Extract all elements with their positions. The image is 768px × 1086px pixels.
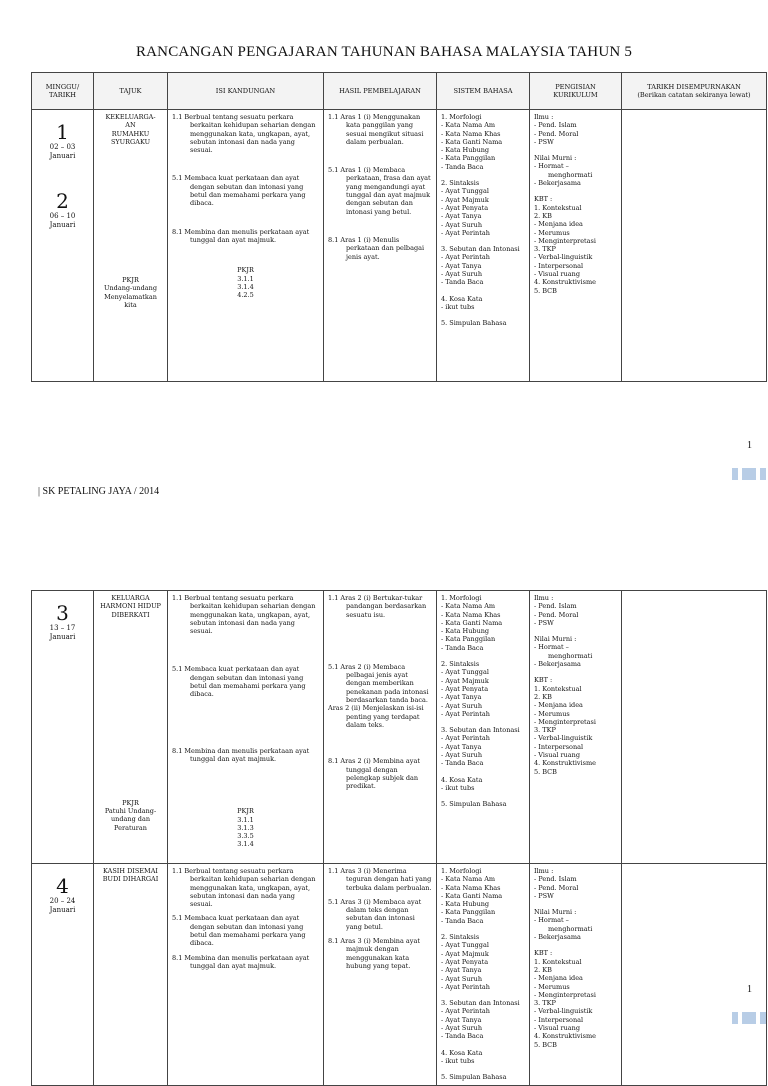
- pengisian-item: - Menjana idea: [534, 220, 583, 229]
- pengisian-item: - Bekerjasama: [534, 933, 581, 942]
- sistem-cell: [437, 110, 530, 382]
- isi-item: 1.1 Berbual tentang sesuatu perkara berkaitan kehidupan seharian dengan menggunakan kata, ungkapan, ayat, sebutan intonasi dan nada yang sesuai.: [172, 113, 316, 155]
- tajuk-line: SYURGAKU: [110, 137, 151, 146]
- sistem-item: - Tanda Baca: [441, 759, 484, 768]
- pengisian-item: 5. BCB: [534, 1040, 557, 1049]
- pengisian-item: 1. Kontekstual: [534, 957, 582, 966]
- sistem-item: - Kata Ganti Nama: [441, 137, 503, 146]
- sistem-item: - Ayat Suruh: [441, 270, 483, 279]
- pengisian-item: - Interpersonal: [534, 1015, 584, 1024]
- pengisian-item: 1. Kontekstual: [534, 684, 582, 693]
- pengisian-item: - Bekerjasama: [534, 660, 581, 669]
- tarikh-cell: [622, 864, 767, 1086]
- sistem-item: - Tanda Baca: [441, 643, 484, 652]
- sistem-item: - Ayat Suruh: [441, 701, 483, 710]
- table-row: [32, 110, 767, 382]
- sistem-heading: 4. Kosa Kata: [441, 1048, 483, 1057]
- sistem-item: - Ayat Perintah: [441, 253, 490, 262]
- sistem-item: - Ayat Tanya: [441, 742, 482, 751]
- sistem-item: - Ayat Suruh: [441, 974, 483, 983]
- sistem-item: - Tanda Baca: [441, 916, 484, 925]
- sistem-item: - Ayat Perintah: [441, 228, 490, 237]
- sistem-cell: [437, 591, 530, 864]
- sistem-item: - Kata Hubung: [441, 627, 490, 636]
- pengisian-item: - PSW: [534, 137, 554, 146]
- hasil-item: Aras 2 (ii) Menjelaskan isi-isi penting yang terdapat dalam teks.: [328, 704, 424, 729]
- isi-item: 8.1 Membina dan menulis perkataan ayat tunggal dan ayat majmuk.: [172, 227, 310, 244]
- sistem-heading: 3. Sebutan dan Intonasi: [441, 999, 520, 1008]
- sistem-item: - Ayat Tunggal: [441, 668, 489, 677]
- sistem-item: - Ayat Perintah: [441, 1007, 490, 1016]
- sistem-item: - Ayat Majmuk: [441, 949, 489, 958]
- pengisian-heading: KBT :: [534, 949, 553, 958]
- pengisian-item: - Visual ruang: [534, 270, 580, 279]
- sistem-item: - Ayat Penyata: [441, 203, 489, 212]
- sistem-item: - Kata Ganti Nama: [441, 891, 503, 900]
- pengisian-item: 1. Kontekstual: [534, 203, 582, 212]
- isi-pkjr-line: 3.1.4: [237, 282, 254, 291]
- sistem-item: - Kata Nama Khas: [441, 610, 501, 619]
- sistem-item: - Tanda Baca: [441, 1032, 484, 1041]
- isi-item: 8.1 Membina dan menulis perkataan ayat tunggal dan ayat majmuk.: [172, 746, 310, 763]
- header-tajuk: TAJUK: [94, 73, 168, 110]
- sistem-item: - Ayat Tanya: [441, 212, 482, 221]
- sistem-heading: 5. Simpulan Bahasa: [441, 800, 507, 809]
- sistem-item: - Kata Nama Am: [441, 602, 496, 611]
- sistem-heading: 4. Kosa Kata: [441, 775, 483, 784]
- pkjr-line: Menyelamatkan kita: [104, 292, 157, 310]
- week-date: 20 – 24 Januari: [49, 897, 76, 914]
- hasil-item: 5.1 Aras 3 (i) Membaca ayat dalam teks dengan sebutan dan intonasi yang betul.: [328, 897, 422, 931]
- pkjr-line: Undang-undang: [104, 284, 157, 293]
- tajuk-cell: [94, 591, 168, 864]
- sistem-heading: 2. Sintaksis: [441, 660, 480, 669]
- sistem-item: - Ayat Majmuk: [441, 676, 489, 685]
- page-ribbon-icon: [732, 1012, 766, 1024]
- isi-pkjr-line: PKJR: [237, 807, 254, 816]
- pengisian-cell: [530, 591, 622, 864]
- pengisian-item: - Pend. Moral: [534, 883, 579, 892]
- sistem-item: - Kata Hubung: [441, 900, 490, 909]
- sistem-heading: 5. Simpulan Bahasa: [441, 1073, 507, 1082]
- sistem-item: - Ayat Tanya: [441, 261, 482, 270]
- header-tarikh: [622, 73, 767, 110]
- sistem-item: - Ayat Tanya: [441, 1015, 482, 1024]
- pengisian-item: - Menjana idea: [534, 701, 583, 710]
- sistem-item: - Ayat Penyata: [441, 684, 489, 693]
- pkjr-line: undang dan: [110, 815, 151, 824]
- sistem-item: - Ayat Tunggal: [441, 187, 489, 196]
- pengisian-item: menghormati: [548, 170, 593, 179]
- sistem-item: - Kata Panggilan: [441, 908, 496, 917]
- sistem-item: - Kata Hubung: [441, 146, 490, 155]
- sistem-item: - Kata Ganti Nama: [441, 618, 503, 627]
- hasil-item: 1.1 Aras 2 (i) Bertukar-tukar pandangan berdasarkan sesuatu isu.: [328, 594, 427, 619]
- pengisian-item: - Pend. Islam: [534, 121, 577, 130]
- sistem-heading: 1. Morfologi: [441, 113, 482, 121]
- isi-cell: [168, 110, 324, 382]
- sistem-item: - Ayat Perintah: [441, 982, 490, 991]
- pengisian-item: - Menginterpretasi: [534, 236, 596, 245]
- pengisian-heading: Ilmu :: [534, 867, 554, 875]
- tajuk-line: KASIH DISEMAI: [103, 867, 158, 875]
- sistem-item: - ikut tubs: [441, 302, 475, 311]
- sistem-item: - Kata Panggilan: [441, 635, 496, 644]
- sistem-item: - Tanda Baca: [441, 162, 484, 171]
- sistem-item: - Kata Nama Am: [441, 875, 496, 884]
- sistem-item: - Ayat Tanya: [441, 693, 482, 702]
- week-date: 02 – 03 Januari: [49, 143, 76, 160]
- pengisian-item: - Menginterpretasi: [534, 717, 596, 726]
- pengisian-item: - Merumus: [534, 228, 570, 237]
- pengisian-item: - Verbal-linguistik: [534, 253, 593, 262]
- pengisian-item: - Bekerjasama: [534, 179, 581, 188]
- pengisian-item: - Interpersonal: [534, 261, 584, 270]
- pengisian-item: - Pend. Moral: [534, 129, 579, 138]
- pengisian-cell: [530, 864, 622, 1086]
- tajuk-line: KELUARGA: [111, 594, 150, 602]
- page-ribbon-icon: [732, 468, 766, 480]
- pengisian-item: - Merumus: [534, 709, 570, 718]
- tajuk-line: KEKELUARGA-: [105, 113, 156, 121]
- table-row: [32, 864, 767, 1086]
- pengisian-item: - Menjana idea: [534, 974, 583, 983]
- pengisian-item: - Hormat –: [534, 916, 569, 925]
- isi-pkjr-line: 4.2.5: [237, 291, 254, 300]
- tajuk-line: BUDI DIHARGAI: [102, 875, 159, 884]
- hasil-item: 8.1 Aras 3 (i) Membina ayat majmuk dengan menggunakan kata hubung yang tepat.: [328, 937, 420, 970]
- sistem-item: - Ayat Tanya: [441, 966, 482, 975]
- pengisian-heading: Nilai Murni :: [534, 154, 577, 163]
- isi-item: 5.1 Membaca kuat perkataan dan ayat dengan sebutan dan intonasi yang betul dan memahami perkara yang dibaca.: [172, 665, 306, 699]
- header-sistem: SISTEM BAHASA: [437, 73, 530, 110]
- pengisian-heading: Nilai Murni :: [534, 908, 577, 917]
- sistem-item: - Ayat Suruh: [441, 751, 483, 760]
- tajuk-line: AN: [125, 121, 136, 130]
- sistem-item: - Kata Nama Khas: [441, 883, 501, 892]
- sistem-heading: 5. Simpulan Bahasa: [441, 319, 507, 328]
- header-minggu: MINGGU/ TARIKH: [32, 73, 94, 110]
- pengisian-heading: KBT :: [534, 676, 553, 685]
- table-row: [32, 591, 767, 864]
- hasil-item: 1.1 Aras 1 (i) Menggunakan kata panggilan yang sesuai mengikut situasi dalam perbualan.: [328, 113, 424, 146]
- week-cell: [32, 110, 94, 382]
- sistem-item: - Ayat Suruh: [441, 1024, 483, 1033]
- pengisian-item: - Interpersonal: [534, 742, 584, 751]
- sistem-heading: 2. Sintaksis: [441, 933, 480, 942]
- pengisian-item: 4. Konstruktivisme: [534, 278, 597, 287]
- sistem-item: - Kata Nama Khas: [441, 129, 501, 138]
- week-date: 06 – 10 Januari: [49, 212, 76, 229]
- pengisian-item: 5. BCB: [534, 767, 557, 776]
- isi-item: 5.1 Membaca kuat perkataan dan ayat dengan sebutan dan intonasi yang betul dan memahami perkara yang dibaca.: [172, 174, 306, 208]
- plan-table-page-2: [31, 590, 767, 1086]
- sistem-heading: 4. Kosa Kata: [441, 294, 483, 303]
- isi-item: 1.1 Berbual tentang sesuatu perkara berkaitan kehidupan seharian dengan menggunakan kata, ungkapan, ayat, sebutan intonasi dan nada yang sesuai.: [172, 594, 316, 636]
- isi-item: 5.1 Membaca kuat perkataan dan ayat dengan sebutan dan intonasi yang betul dan memahami perkara yang dibaca.: [172, 914, 306, 948]
- sistem-item: - ikut tubs: [441, 783, 475, 792]
- pengisian-heading: Nilai Murni :: [534, 635, 577, 644]
- isi-item: 1.1 Berbual tentang sesuatu perkara berkaitan kehidupan seharian dengan menggunakan kata, ungkapan, ayat, sebutan intonasi dan nada yang sesuai.: [172, 867, 316, 909]
- week-number: 3: [56, 601, 69, 625]
- hasil-cell: [324, 591, 437, 864]
- tajuk-line: HARMONI HIDUP: [100, 602, 161, 611]
- pengisian-item: menghormati: [548, 651, 593, 660]
- header-row: [32, 73, 767, 110]
- sistem-cell: [437, 864, 530, 1086]
- sistem-item: - Ayat Tunggal: [441, 941, 489, 950]
- sistem-item: - Ayat Perintah: [441, 709, 490, 718]
- sistem-item: - Kata Nama Am: [441, 121, 496, 130]
- sistem-item: - Ayat Suruh: [441, 220, 483, 229]
- pengisian-item: 2. KB: [534, 211, 552, 220]
- pengisian-item: 3. TKP: [534, 245, 556, 254]
- sistem-item: - Ayat Majmuk: [441, 195, 489, 204]
- isi-pkjr-line: 3.3.5: [237, 832, 254, 841]
- pengisian-item: 5. BCB: [534, 286, 557, 295]
- tajuk-line: RUMAHKU: [111, 129, 150, 138]
- week-number: 2: [56, 189, 69, 213]
- isi-cell: [168, 591, 324, 864]
- tajuk-cell: [94, 110, 168, 382]
- pengisian-item: - Pend. Moral: [534, 610, 579, 619]
- isi-pkjr-line: 3.1.4: [237, 840, 254, 849]
- header-hasil: HASIL PEMBELAJARAN: [324, 73, 437, 110]
- header-tarikh-note: (Berikan catatan sekiranya lewat): [637, 91, 751, 99]
- isi-pkjr-line: 3.1.1: [237, 815, 254, 824]
- pengisian-item: 3. TKP: [534, 999, 556, 1008]
- header-tarikh-title: TARIKH DISEMPURNAKAN: [647, 83, 741, 91]
- header-isi: ISI KANDUNGAN: [168, 73, 324, 110]
- document-title: RANCANGAN PENGAJARAN TAHUNAN BAHASA MALAYSIA TAHUN 5: [135, 44, 633, 60]
- week-cell: [32, 591, 94, 864]
- page-number: 1: [747, 984, 752, 995]
- pkjr-line: Patuhi Undang-: [104, 807, 157, 816]
- sistem-item: - Ayat Penyata: [441, 957, 489, 966]
- pengisian-item: - Hormat –: [534, 643, 569, 652]
- pengisian-heading: Ilmu :: [534, 113, 554, 121]
- sistem-heading: 1. Morfologi: [441, 594, 482, 602]
- isi-pkjr-line: PKJR: [237, 266, 254, 275]
- week-date: 13 – 17 Januari: [49, 624, 76, 641]
- pengisian-item: - PSW: [534, 891, 554, 900]
- hasil-item: 1.1 Aras 3 (i) Menerima teguran dengan hati yang terbuka dalam perbualan.: [328, 867, 432, 892]
- tajuk-cell: [94, 864, 168, 1086]
- pkjr-line: PKJR: [122, 276, 139, 285]
- pengisian-item: 2. KB: [534, 965, 552, 974]
- sistem-heading: 1. Morfologi: [441, 867, 482, 875]
- sistem-item: - Tanda Baca: [441, 278, 484, 287]
- sistem-heading: 2. Sintaksis: [441, 179, 480, 188]
- isi-pkjr-line: 3.1.3: [237, 823, 254, 832]
- hasil-item: 5.1 Aras 1 (i) Membaca perkataan, frasa dan ayat yang mengandungi ayat tunggal dan ayat majmuk dengan sebutan dan intonasi yang betul.: [328, 166, 431, 216]
- tajuk-line: DIBERKATI: [111, 610, 150, 619]
- week-cell: [32, 864, 94, 1086]
- sistem-item: - Ayat Perintah: [441, 734, 490, 743]
- pengisian-item: menghormati: [548, 924, 593, 933]
- isi-cell: [168, 864, 324, 1086]
- week-number: 4: [56, 874, 69, 898]
- pengisian-heading: KBT :: [534, 195, 553, 204]
- header-pengisian: PENGISIAN KURIKULUM: [530, 73, 622, 110]
- hasil-item: 5.1 Aras 2 (i) Membaca pelbagai jenis ayat dengan memberikan penekanan pada intonasi berdasarkan tanda baca.: [328, 662, 429, 705]
- pengisian-item: - Merumus: [534, 982, 570, 991]
- pengisian-item: - Verbal-linguistik: [534, 734, 593, 743]
- pengisian-item: 4. Konstruktivisme: [534, 759, 597, 768]
- page-number: 1: [747, 440, 752, 451]
- sistem-item: - ikut tubs: [441, 1056, 475, 1065]
- pengisian-item: - Visual ruang: [534, 751, 580, 760]
- pengisian-item: - Visual ruang: [534, 1024, 580, 1033]
- pengisian-item: - Menginterpretasi: [534, 990, 596, 999]
- hasil-item: 8.1 Aras 2 (i) Membina ayat tunggal dengan pelengkap subjek dan predikat.: [328, 757, 420, 791]
- hasil-cell: [324, 864, 437, 1086]
- sistem-heading: 3. Sebutan dan Intonasi: [441, 245, 520, 254]
- pengisian-item: 2. KB: [534, 692, 552, 701]
- pengisian-item: - Hormat –: [534, 162, 569, 171]
- pengisian-item: - Verbal-linguistik: [534, 1007, 593, 1016]
- pengisian-item: 3. TKP: [534, 726, 556, 735]
- pengisian-item: - PSW: [534, 618, 554, 627]
- week-number: 1: [56, 120, 69, 144]
- pengisian-heading: Ilmu :: [534, 594, 554, 602]
- pkjr-line: PKJR: [122, 798, 139, 807]
- plan-table-page-1: [31, 72, 767, 382]
- tarikh-cell: [622, 110, 767, 382]
- isi-item: 8.1 Membina dan menulis perkataan ayat tunggal dan ayat majmuk.: [172, 953, 310, 970]
- pengisian-item: - Pend. Islam: [534, 602, 577, 611]
- isi-pkjr-line: 3.1.1: [237, 274, 254, 283]
- tarikh-cell: [622, 591, 767, 864]
- hasil-item: 8.1 Aras 1 (i) Menulis perkataan dan pelbagai jenis ayat.: [328, 235, 425, 261]
- sistem-heading: 3. Sebutan dan Intonasi: [441, 726, 520, 735]
- footer-school: | SK PETALING JAYA / 2014: [38, 486, 160, 497]
- pengisian-item: - Pend. Islam: [534, 875, 577, 884]
- pengisian-cell: [530, 110, 622, 382]
- pengisian-item: 4. Konstruktivisme: [534, 1032, 597, 1041]
- pkjr-line: Peraturan: [114, 823, 147, 832]
- hasil-cell: [324, 110, 437, 382]
- sistem-item: - Kata Panggilan: [441, 154, 496, 163]
